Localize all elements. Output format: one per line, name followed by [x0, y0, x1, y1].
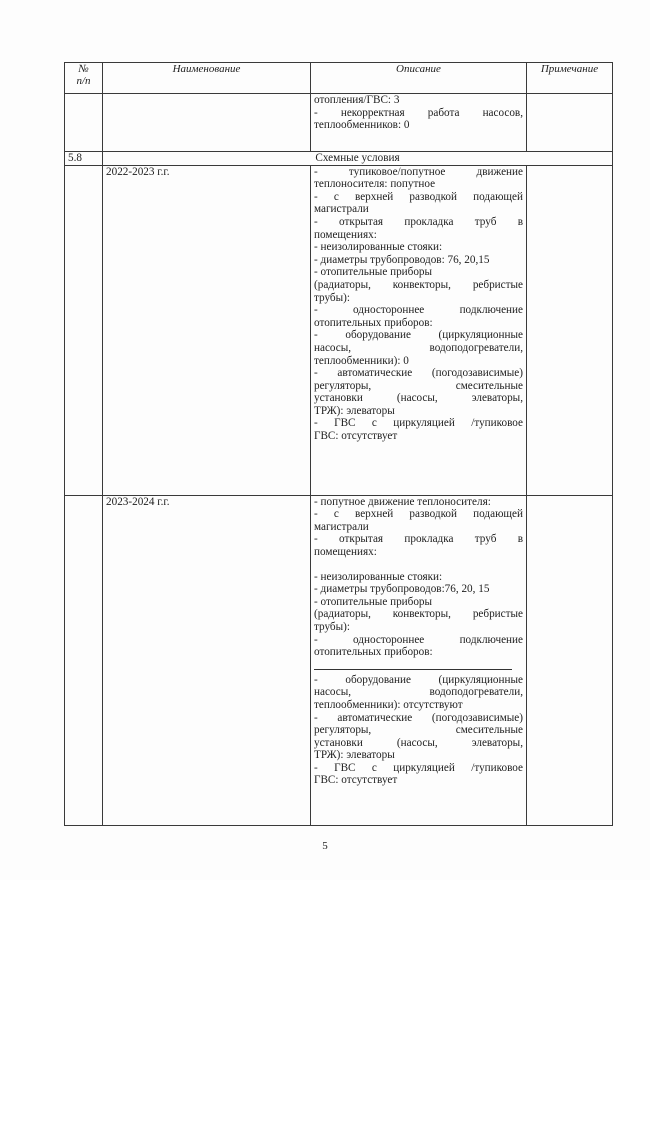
description-line: - открытая прокладка труб в [314, 533, 523, 546]
section-title: Схемные условия [103, 152, 613, 166]
underline-rule [314, 665, 512, 670]
data-table [64, 62, 613, 826]
description-line: отопительных приборов: [314, 646, 433, 659]
description-line: - с верхней разводкой подающей [314, 190, 523, 203]
description-line: - отопительные приборы [314, 595, 433, 608]
description-line: - неизолированные стояки: [314, 241, 443, 254]
scan-blank-area [0, 880, 650, 1147]
description-line: ГВС: отсутствует [314, 430, 398, 443]
cell-num [65, 165, 103, 495]
description-line: - ГВС с циркуляцией /тупиковое [314, 417, 523, 430]
cell-note [527, 165, 613, 495]
description-line: - автоматические (погодозависимые) [314, 711, 523, 724]
description-line: насосы, водоподогреватели, [314, 686, 523, 699]
description-line: (радиаторы, конвекторы, ребристые [314, 608, 523, 621]
description-line: теплообменников: 0 [314, 119, 410, 132]
cell-description [311, 94, 527, 152]
section-number: 5.8 [65, 152, 103, 166]
description-line: - оборудование (циркуляционные [314, 329, 523, 342]
table-header-row [65, 63, 613, 94]
description-line: теплообменники): 0 [314, 354, 409, 367]
description-line: - с верхней разводкой подающей [314, 508, 523, 521]
cell-num [65, 495, 103, 825]
header-name: Наименование [103, 63, 311, 94]
description-line: помещениях: [314, 545, 377, 558]
description-line: ТРЖ): элеваторы [314, 404, 395, 417]
description-line: - некорректная работа насосов, [314, 106, 523, 119]
description-line: - открытая прокладка труб в [314, 215, 523, 228]
description-line: ТРЖ): элеваторы [314, 749, 395, 762]
table-row-2023 [65, 495, 613, 825]
description-line: - одностороннее подключение [314, 633, 523, 646]
description-line: регуляторы, смесительные [314, 379, 523, 392]
cell-note [527, 94, 613, 152]
header-num: № п/п [65, 63, 103, 94]
cell-num [65, 94, 103, 152]
description-line: трубы): [314, 291, 350, 304]
description-line: ГВС: отсутствует [314, 774, 398, 787]
description-line: насосы, водоподогреватели, [314, 341, 523, 354]
cell-description [311, 165, 527, 495]
table-row-continuation [65, 94, 613, 152]
cell-note [527, 495, 613, 825]
cell-name [103, 94, 311, 152]
description-line: (радиаторы, конвекторы, ребристые [314, 278, 523, 291]
description-line: магистрали [314, 520, 369, 533]
description-line: отопительных приборов: [314, 316, 433, 329]
description-line: - оборудование (циркуляционные [314, 673, 523, 686]
description-line: установки (насосы, элеваторы, [314, 392, 523, 405]
description-line: теплоносителя: попутное [314, 178, 436, 191]
description-line: теплообменники): отсутствуют [314, 698, 463, 711]
description-line: магистрали [314, 203, 369, 216]
description-line: помещениях: [314, 228, 377, 241]
description-line: регуляторы, смесительные [314, 724, 523, 737]
section-row [65, 152, 613, 166]
blank-line [314, 559, 523, 571]
header-description: Описание [311, 63, 527, 94]
description-line: - неизолированные стояки: [314, 570, 443, 583]
cell-description [311, 495, 527, 825]
description-line: - отопительные приборы [314, 266, 433, 279]
period-name: 2023-2024 г.г. [103, 495, 311, 825]
description-line: трубы): [314, 620, 350, 633]
header-note: Примечание [527, 63, 613, 94]
description-line: - диаметры трубопроводов:76, 20, 15 [314, 583, 490, 596]
description-line: установки (насосы, элеваторы, [314, 736, 523, 749]
description-line: - тупиковое/попутное движение [314, 165, 523, 178]
description-line: - диаметры трубопроводов: 76, 20,15 [314, 253, 490, 266]
table-row-2022 [65, 165, 613, 495]
description-line: отопления/ГВС: 3 [314, 94, 400, 106]
description-line: - ГВС с циркуляцией /тупиковое [314, 761, 523, 774]
period-name: 2022-2023 г.г. [103, 165, 311, 495]
page-number: 5 [322, 840, 328, 852]
description-line: - попутное движение теплоносителя: [314, 495, 491, 508]
description-line: - автоматические (погодозависимые) [314, 367, 523, 380]
description-line: - одностороннее подключение [314, 304, 523, 317]
